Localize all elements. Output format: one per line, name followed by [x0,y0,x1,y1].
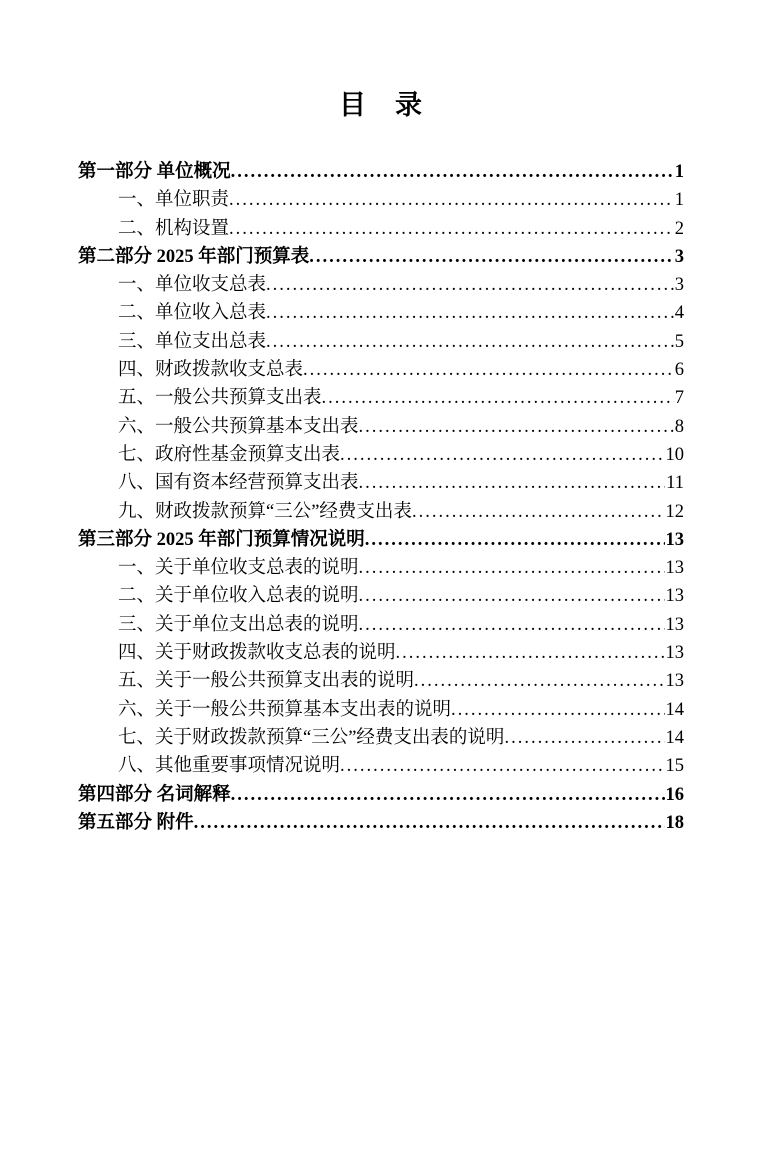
toc-dot-leader [359,582,665,610]
toc-entry [78,215,684,243]
toc-dot-leader [309,243,673,271]
toc-entry-label: 第五部分 附件 [78,812,194,833]
toc-entry [78,582,684,610]
toc-entry-label: 第三部分 2025 年部门预算情况说明 [78,529,365,550]
toc-dot-leader [322,384,674,412]
toc-entry [78,299,684,327]
toc-list [78,158,684,837]
toc-entry-label: 第四部分 名词解释 [78,784,231,805]
toc-page-number: 6 [674,360,684,381]
toc-dot-leader [266,328,674,356]
toc-dot-leader [266,271,674,299]
toc-dot-leader [414,667,664,695]
toc-page-number: 10 [665,444,684,465]
toc-dot-leader [359,413,674,441]
toc-page-number: 7 [674,388,684,409]
toc-page-number: 12 [665,501,684,522]
toc-dot-leader [412,498,665,526]
toc-entry-label: 八、其他重要事项情况说明 [118,756,341,777]
toc-entry [78,667,684,695]
toc-entry [78,243,684,271]
toc-entry-label: 七、关于财政拨款预算“三公”经费支出表的说明 [118,727,505,748]
toc-entry [78,186,684,214]
toc-dot-leader [266,299,674,327]
toc-entry-label: 五、一般公共预算支出表 [118,388,322,409]
toc-entry-label: 七、政府性基金预算支出表 [118,444,341,465]
toc-entry [78,384,684,412]
toc-dot-leader [303,356,674,384]
toc-entry [78,498,684,526]
toc-entry-label: 二、机构设置 [118,218,230,239]
toc-page-number: 14 [665,727,684,748]
toc-entry-label: 四、关于财政拨款收支总表的说明 [118,643,396,664]
page-title: 目 录 [339,90,423,120]
toc-page-number: 13 [665,614,684,635]
toc-entry [78,328,684,356]
toc-entry-label: 一、单位职责 [118,190,230,211]
toc-entry [78,158,684,186]
toc-entry-label: 八、国有资本经营预算支出表 [118,473,359,494]
toc-dot-leader [231,158,674,186]
toc-page-number: 18 [665,812,684,833]
toc-page-number: 1 [674,190,684,211]
toc-page-number: 1 [674,162,684,182]
toc-entry [78,781,684,809]
toc-page-number: 5 [674,331,684,352]
toc-page-number: 14 [665,699,684,720]
toc-page-number: 13 [665,671,684,692]
toc-entry-label: 三、关于单位支出总表的说明 [118,614,359,635]
toc-page-number: 15 [665,756,684,777]
toc-dot-leader [340,441,664,469]
toc-entry [78,271,684,299]
toc-entry [78,441,684,469]
toc-dot-leader [340,752,664,780]
toc-entry-label: 第一部分 单位概况 [78,162,231,182]
document-page [0,88,760,1162]
toc-page-number: 8 [674,416,684,437]
toc-page-number: 13 [665,529,684,550]
toc-dot-leader [504,724,664,752]
toc-page-number: 2 [674,218,684,239]
toc-entry-label: 一、单位收支总表 [118,275,267,296]
toc-dot-leader [359,554,665,582]
toc-entry [78,639,684,667]
toc-entry-label: 六、一般公共预算基本支出表 [118,416,359,437]
toc-entry-label: 第二部分 2025 年部门预算表 [78,246,310,267]
toc-entry-label: 六、关于一般公共预算基本支出表的说明 [118,699,452,720]
toc-entry [78,469,684,497]
toc-entry [78,809,684,837]
toc-entry-label: 一、关于单位收支总表的说明 [118,558,359,579]
toc-dot-leader [396,639,665,667]
toc-dot-leader [359,611,665,639]
toc-page-number: 13 [665,586,684,607]
toc-entry-label: 二、单位收入总表 [118,303,267,324]
toc-page-number: 11 [666,473,684,494]
toc-dot-leader [451,696,664,724]
toc-page-number: 4 [674,303,684,324]
toc-entry-label: 九、财政拨款预算“三公”经费支出表 [118,501,412,522]
toc-dot-leader [229,215,674,243]
toc-entry [78,554,684,582]
toc-page-number: 13 [665,643,684,664]
toc-page-number: 3 [674,275,684,296]
toc-entry [78,696,684,724]
toc-entry-label: 三、单位支出总表 [118,331,267,352]
toc-page-number: 13 [665,558,684,579]
toc-entry [78,611,684,639]
toc-entry-label: 五、关于一般公共预算支出表的说明 [118,671,415,692]
toc-entry [78,356,684,384]
toc-entry [78,526,684,554]
toc-page-number: 16 [665,784,684,805]
toc-entry [78,724,684,752]
toc-dot-leader [194,809,665,837]
toc-entry [78,413,684,441]
toc-dot-leader [359,469,666,497]
toc-entry [78,752,684,780]
toc-dot-leader [229,186,674,214]
toc-page-number: 3 [674,246,684,267]
toc-entry-label: 二、关于单位收入总表的说明 [118,586,359,607]
toc-entry-label: 四、财政拨款收支总表 [118,360,304,381]
toc-dot-leader [365,526,665,554]
toc-dot-leader [231,781,665,809]
